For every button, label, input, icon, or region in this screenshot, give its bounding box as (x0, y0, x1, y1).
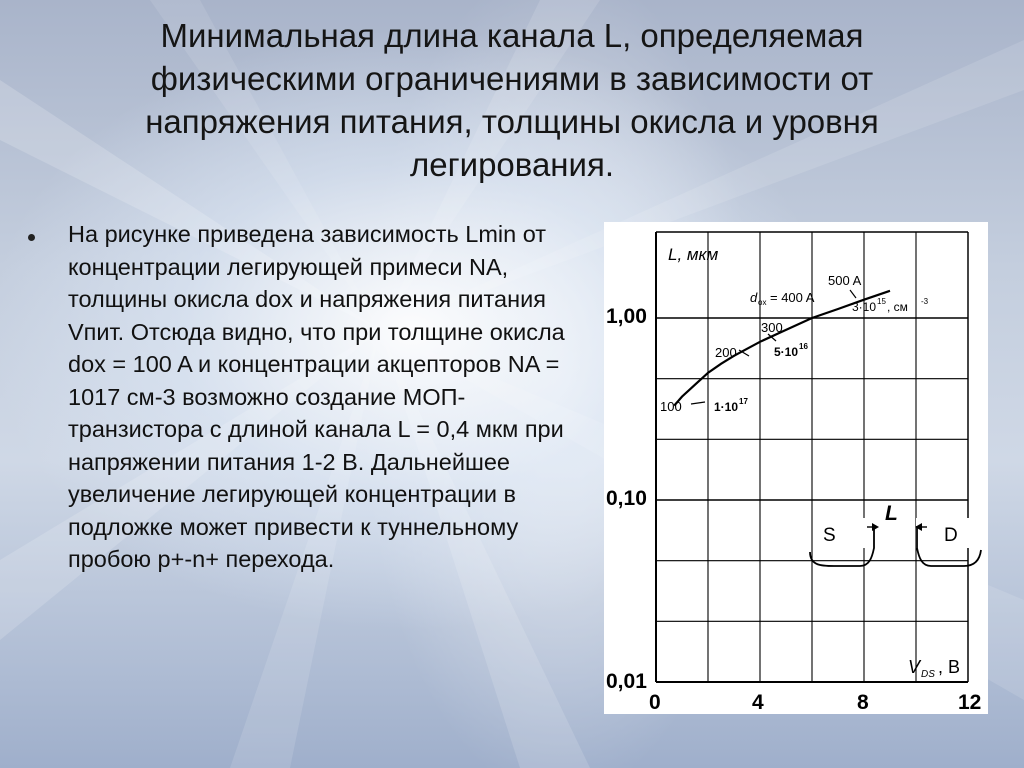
x-tick-label-0: 0 (649, 691, 661, 714)
svg-text:17: 17 (739, 397, 748, 406)
label-na-1e17 (714, 397, 748, 414)
svg-text:DS: DS (921, 669, 935, 680)
label-dox-500: 500 A (828, 273, 862, 288)
lmin-chart (604, 222, 988, 714)
label-dox-100: 100 (660, 399, 682, 414)
x-tick-label-8: 8 (857, 691, 869, 714)
leader-100 (691, 402, 705, 404)
svg-text:, В: , В (938, 657, 961, 677)
y-axis-title: L, мкм (668, 245, 719, 264)
x-axis-title (908, 657, 960, 680)
drain-label: D (944, 525, 958, 546)
svg-text:-3: -3 (921, 297, 929, 306)
label-dox-200: 200 (715, 345, 737, 360)
svg-text:d: d (750, 290, 758, 305)
svg-text:ox: ox (758, 298, 767, 307)
source-label: S (823, 525, 836, 546)
svg-text:16: 16 (799, 342, 808, 351)
bullet-marker (28, 234, 35, 241)
label-na-3e15 (852, 297, 929, 314)
svg-text:5·10: 5·10 (774, 345, 799, 359)
svg-text:15: 15 (877, 297, 886, 306)
svg-text:, см: , см (887, 300, 908, 314)
y-tick-label-0.1: 0,10 (606, 487, 647, 510)
chart-svg (604, 222, 988, 714)
svg-text:1·10: 1·10 (714, 400, 739, 414)
slide-title: Минимальная длина канала L, определяемая физическими ограничениями в зависимости от напряжения питания, толщины окисла и уровня легирования. (145, 17, 879, 183)
x-tick-label-12: 12 (958, 691, 982, 714)
y-tick-label-1: 1,00 (606, 305, 647, 328)
bullet-list (28, 218, 580, 576)
x-tick-label-4: 4 (752, 691, 764, 714)
bullet-text: На рисунке приведена зависимость Lmin от концентрации легирующей примеси NA, толщины окисла dox и напряжения питания Vпит. Отсюда видно, что при толщине окисла dox = 100 A и концентрации акцепторов NA = 1017 см-3 возможно создание МОП-транзистора с длиной канала L = 0,4 мкм при напряжении питания 1-2 В. Дальнейшее увеличение легирующей концентрации в подложке может привести к туннельному пробою p+-n+ перехода. (68, 221, 565, 572)
svg-text:3·10: 3·10 (852, 300, 877, 314)
label-dox-300: 300 (761, 320, 783, 335)
svg-text:= 400 A: = 400 A (770, 290, 815, 305)
channel-length-label: L (885, 502, 898, 525)
leader-500 (850, 290, 856, 298)
label-na-5e16 (774, 342, 808, 359)
sd-inset (810, 502, 981, 566)
y-tick-label-0.01: 0,01 (606, 670, 647, 693)
svg-text:V: V (908, 657, 921, 677)
